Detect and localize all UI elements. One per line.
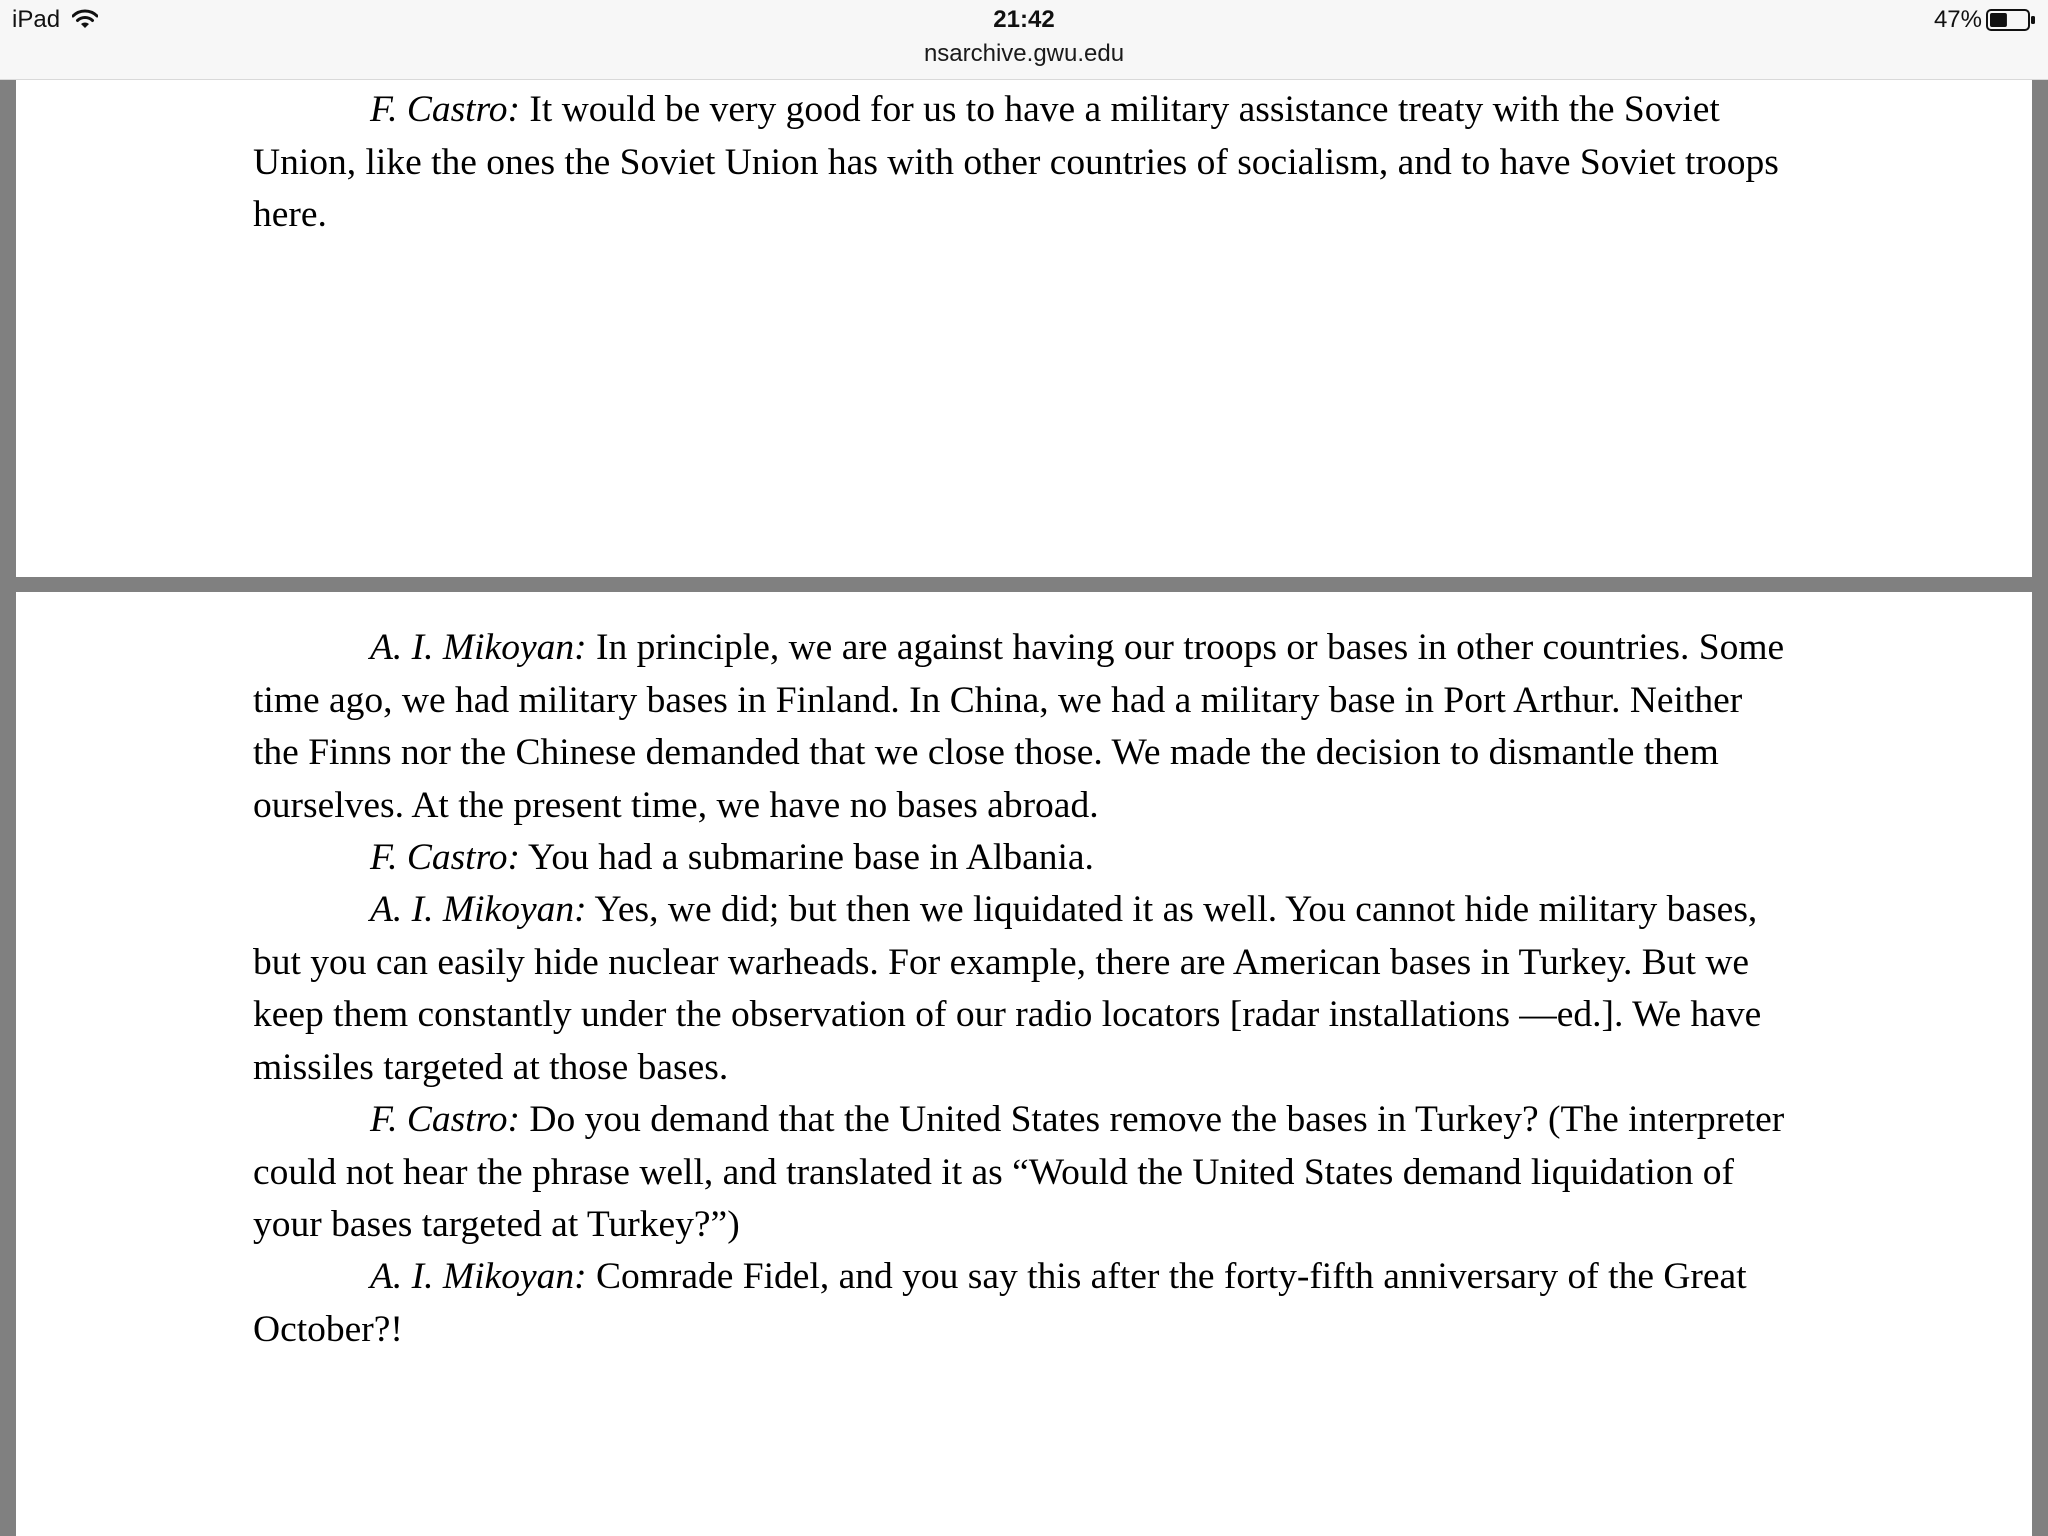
speaker-name: F. Castro: xyxy=(370,837,521,878)
status-bar xyxy=(0,0,2048,80)
clock: 21:42 xyxy=(993,6,1055,33)
paragraph-text: In principle, we are against having our troops or bases in other countries. Some time ago, we had military bases in Finland. In China, we had a military base in Port Arthur. Neither the Finns nor the Chinese demanded that we close those. We made the decision to dismantle them ourselves. At the present time, we have no bases abroad. xyxy=(253,627,1785,826)
paragraph-text: Comrade Fidel, and you say this after the forty-fifth anniversary of the Great October?! xyxy=(253,1256,1747,1350)
transcript-paragraph xyxy=(253,84,1793,242)
speaker-name: A. I. Mikoyan: xyxy=(370,889,587,930)
battery-fill xyxy=(1990,13,2007,27)
device-name: iPad xyxy=(12,6,61,33)
transcript-paragraph xyxy=(253,1094,1793,1252)
speaker-name: F. Castro: xyxy=(370,1099,521,1140)
transcript-paragraph xyxy=(253,622,1793,832)
battery-percent: 47% xyxy=(1933,6,1982,33)
speaker-name: A. I. Mikoyan: xyxy=(370,627,587,668)
transcript-paragraph xyxy=(253,1251,1793,1356)
speaker-name: A. I. Mikoyan: xyxy=(370,1256,587,1297)
page-url[interactable]: nsarchive.gwu.edu xyxy=(923,40,1125,67)
paragraph-text: Do you demand that the United States remove the bases in Turkey? (The interpreter could not hear the phrase well, and translated it as “Would the United States demand liquidation of your bases targeted at Turkey?”) xyxy=(253,1099,1785,1245)
battery-icon xyxy=(1986,9,2036,31)
document-page xyxy=(16,592,2032,1536)
document-viewer[interactable] xyxy=(0,80,2048,1536)
transcript-paragraph xyxy=(253,884,1793,1094)
paragraph-text: It would be very good for us to have a military assistance treaty with the Soviet Union, like the ones the Soviet Union has with other countries of socialism, and to have Soviet troops here. xyxy=(253,89,1779,235)
document-page xyxy=(16,80,2032,577)
paragraph-text: Yes, we did; but then we liquidated it as well. You cannot hide military bases, but you can easily hide nuclear warheads. For example, there are American bases in Turkey. But we keep them constantly under the observation of our radio locators [radar installations —ed.]. We have missiles targeted at those bases. xyxy=(253,889,1762,1088)
speaker-name: F. Castro: xyxy=(370,89,521,130)
paragraph-text: You had a submarine base in Albania. xyxy=(520,837,1094,878)
transcript-paragraph xyxy=(253,832,1793,885)
